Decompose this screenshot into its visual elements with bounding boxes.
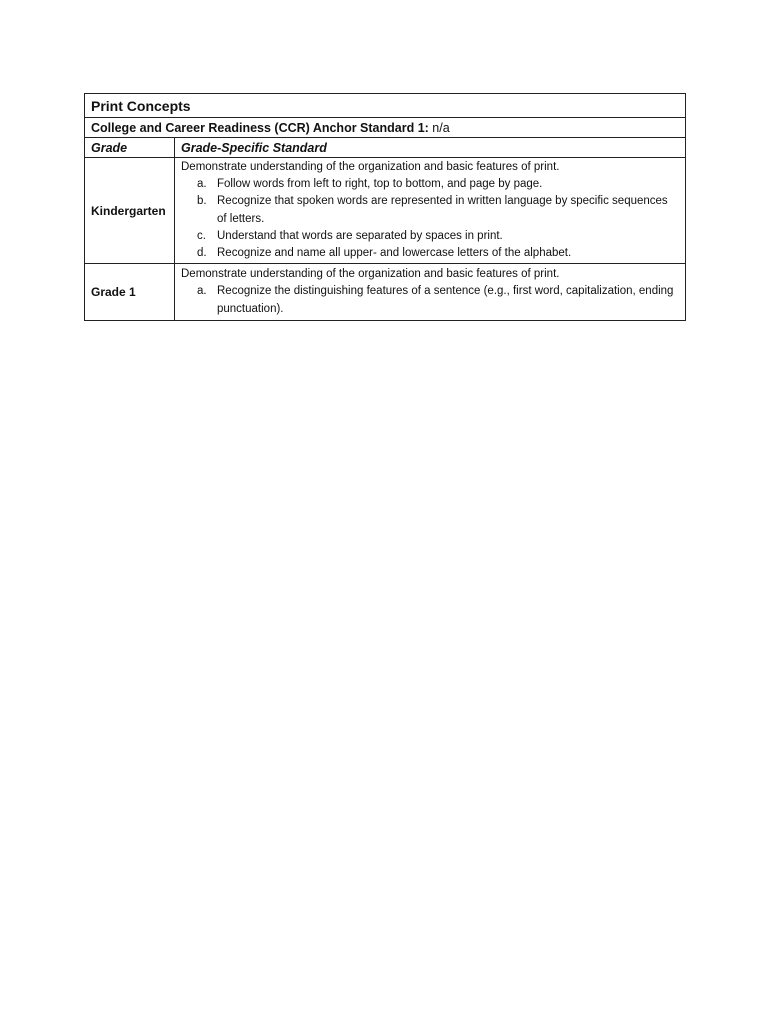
- list-marker: d.: [197, 247, 207, 260]
- grade-cell: Grade 1: [85, 264, 175, 321]
- anchor-standard-value: n/a: [428, 120, 450, 135]
- anchor-standard: [85, 118, 686, 138]
- standard-cell: [175, 158, 686, 264]
- table-row: [85, 158, 686, 264]
- list-item-text: Recognize that spoken words are represented in written language by specific sequences of letters.: [217, 195, 668, 225]
- list-item-text: Recognize the distinguishing features of a sentence (e.g., first word, capitalization, ending punctuation).: [217, 285, 674, 315]
- title-row: [85, 94, 686, 118]
- header-standard: Grade-Specific Standard: [175, 138, 686, 158]
- table-title: Print Concepts: [85, 94, 686, 118]
- list-marker: c.: [197, 229, 206, 242]
- anchor-standard-label: College and Career Readiness (CCR) Anchor Standard 1:: [91, 120, 429, 135]
- standard-intro: Demonstrate understanding of the organization and basic features of print.: [181, 160, 560, 173]
- list-item-text: Follow words from left to right, top to bottom, and page by page.: [217, 177, 543, 190]
- standard-list: [181, 176, 679, 262]
- list-item: [197, 228, 679, 245]
- list-marker: a.: [197, 177, 207, 190]
- list-item-text: Understand that words are separated by spaces in print.: [217, 229, 503, 242]
- header-grade: Grade: [85, 138, 175, 158]
- standard-cell: [175, 264, 686, 321]
- header-row: [85, 138, 686, 158]
- anchor-row: [85, 118, 686, 138]
- list-item-text: Recognize and name all upper- and lowercase letters of the alphabet.: [217, 247, 572, 260]
- standards-table: [84, 93, 686, 321]
- list-item: [197, 176, 679, 193]
- list-marker: b.: [197, 195, 207, 208]
- standard-list: [181, 283, 679, 318]
- standard-intro: Demonstrate understanding of the organization and basic features of print.: [181, 268, 560, 281]
- table-row: [85, 264, 686, 321]
- grade-cell: Kindergarten: [85, 158, 175, 264]
- list-marker: a.: [197, 285, 207, 298]
- list-item: [197, 245, 679, 262]
- list-item: [197, 193, 679, 228]
- list-item: [197, 283, 679, 318]
